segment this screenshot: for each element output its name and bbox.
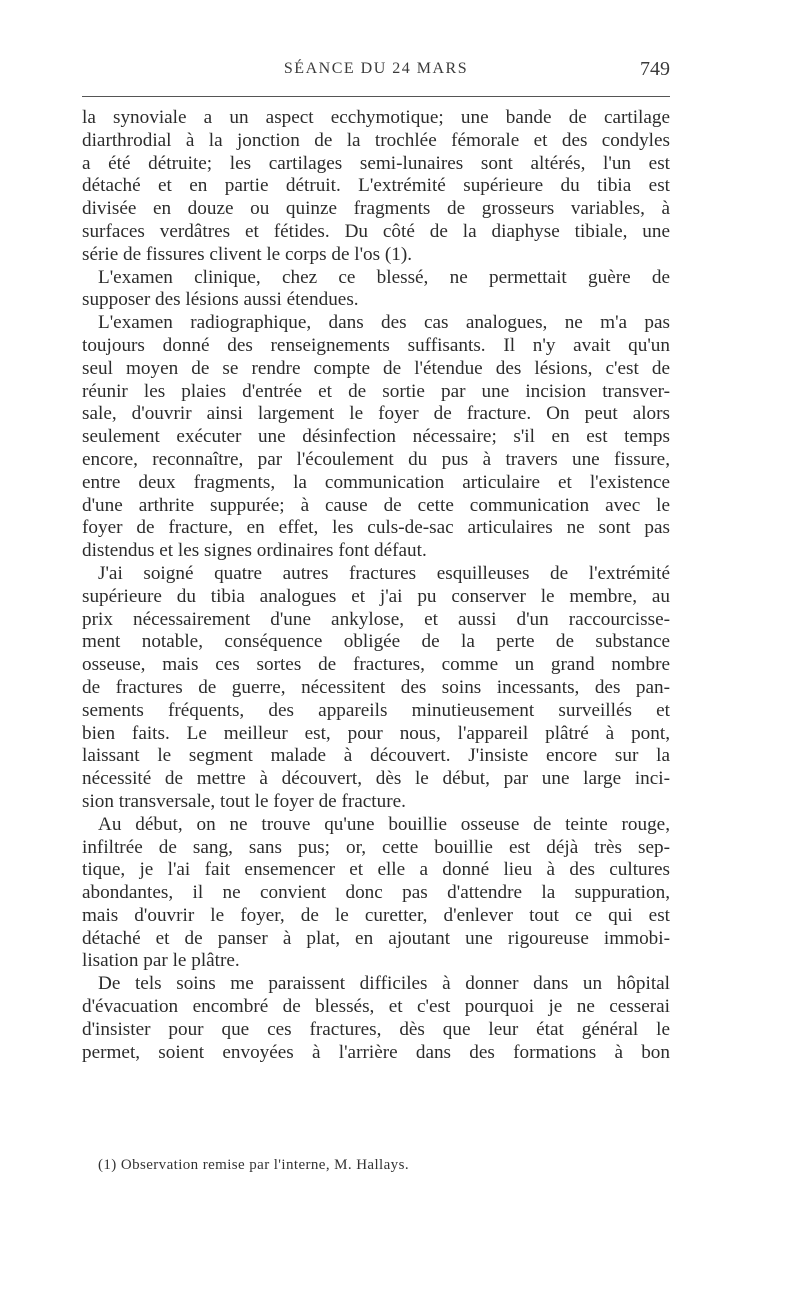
footnote: (1) Observation remise par l'interne, M. Hallays. xyxy=(98,1157,409,1173)
text-line: lisation par le plâtre. xyxy=(82,950,240,972)
text-line: prix nécessairement d'une ankylose, et aussi d'un raccourcisse- xyxy=(82,608,670,630)
text-line: sements fréquents, des appareils minutieusement surveillés et xyxy=(82,699,670,721)
text-line: diarthrodial à la jonction de la trochlée fémorale et des condyles xyxy=(82,129,670,151)
text-line: de fractures de guerre, nécessitent des soins incessants, des pan- xyxy=(82,676,670,698)
text-line: encore, reconnaître, par l'écoulement du pus à travers une fissure, xyxy=(82,448,670,470)
text-line: infiltrée de sang, sans pus; or, cette bouillie est déjà très sep- xyxy=(82,836,670,858)
header-rule xyxy=(82,96,670,97)
text-line: divisée en douze ou quinze fragments de grosseurs variables, à xyxy=(82,198,670,220)
text-line: entre deux fragments, la communication articulaire et l'existence xyxy=(82,471,670,493)
text-line: mais d'ouvrir le foyer, de le curetter, d'enlever tout ce qui est xyxy=(82,904,670,926)
text-line: d'insister pour que ces fractures, dès que leur état général le xyxy=(82,1018,670,1040)
text-line: osseuse, mais ces sortes de fractures, comme un grand nombre xyxy=(82,654,670,676)
text-line: d'une arthrite suppurée; à cause de cette communication avec le xyxy=(82,494,670,516)
text-line: sale, d'ouvrir ainsi largement le foyer de fracture. On peut alors xyxy=(82,403,670,425)
text-line: supérieure du tibia analogues et j'ai pu conserver le membre, au xyxy=(82,585,670,607)
text-line: De tels soins me paraissent difficiles à donner dans un hôpital xyxy=(98,973,670,995)
text-line: détaché et en partie détruit. L'extrémité supérieure du tibia est xyxy=(82,175,670,197)
text-line: toujours donné des renseignements suffisants. Il n'y avait qu'un xyxy=(82,334,670,356)
text-line: Au début, on ne trouve qu'une bouillie osseuse de teinte rouge, xyxy=(98,813,670,835)
running-title: SÉANCE DU 24 MARS xyxy=(283,60,469,77)
text-line: permet, soient envoyées à l'arrière dans des formations à bon xyxy=(82,1041,670,1063)
text-line: d'évacuation encombré de blessés, et c'est pourquoi je ne cesserai xyxy=(82,996,670,1018)
body-text xyxy=(82,107,670,1064)
text-line: J'ai soigné quatre autres fractures esquilleuses de l'extrémité xyxy=(98,562,670,584)
text-line: seulement exécuter une désinfection nécessaire; s'il en est temps xyxy=(82,426,670,448)
text-line: bien faits. Le meilleur est, pour nous, l'appareil plâtré à pont, xyxy=(82,722,670,744)
text-line: sion transversale, tout le foyer de fracture. xyxy=(82,790,406,812)
text-line: seul moyen de se rendre compte de l'étendue des lésions, c'est de xyxy=(82,357,670,379)
text-line: la synoviale a un aspect ecchymotique; une bande de cartilage xyxy=(82,107,670,128)
text-line: supposer des lésions aussi étendues. xyxy=(82,289,359,311)
text-line: L'examen clinique, chez ce blessé, ne permettait guère de xyxy=(98,266,670,288)
text-line: nécessité de mettre à découvert, dès le début, par une large inci- xyxy=(82,768,670,790)
text-line: distendus et les signes ordinaires font défaut. xyxy=(82,540,427,562)
text-line: laissant le segment malade à découvert. J'insiste encore sur la xyxy=(82,745,670,767)
text-line: a été détruite; les cartilages semi-lunaires sont altérés, l'un est xyxy=(82,152,670,174)
text-line: tique, je l'ai fait ensemencer et elle a donné lieu à des cultures xyxy=(82,859,670,881)
running-head xyxy=(82,60,670,84)
text-line: surfaces verdâtres et fétides. Du côté de la diaphyse tibiale, une xyxy=(82,220,670,242)
text-line: ment notable, conséquence obligée de la perte de substance xyxy=(82,631,670,653)
text-line: série de fissures clivent le corps de l'os (1). xyxy=(82,243,413,265)
text-line: L'examen radiographique, dans des cas analogues, ne m'a pas xyxy=(98,312,670,334)
text-line: réunir les plaies d'entrée et de sortie par une incision transver- xyxy=(82,380,670,402)
text-line: abondantes, il ne convient donc pas d'attendre la suppuration, xyxy=(82,882,670,904)
page-number: 749 xyxy=(640,58,670,80)
text-line: détaché et de panser à plat, en ajoutant une rigoureuse immobi- xyxy=(82,927,670,949)
text-line: foyer de fracture, en effet, les culs-de-sac articulaires ne sont pas xyxy=(82,517,670,539)
